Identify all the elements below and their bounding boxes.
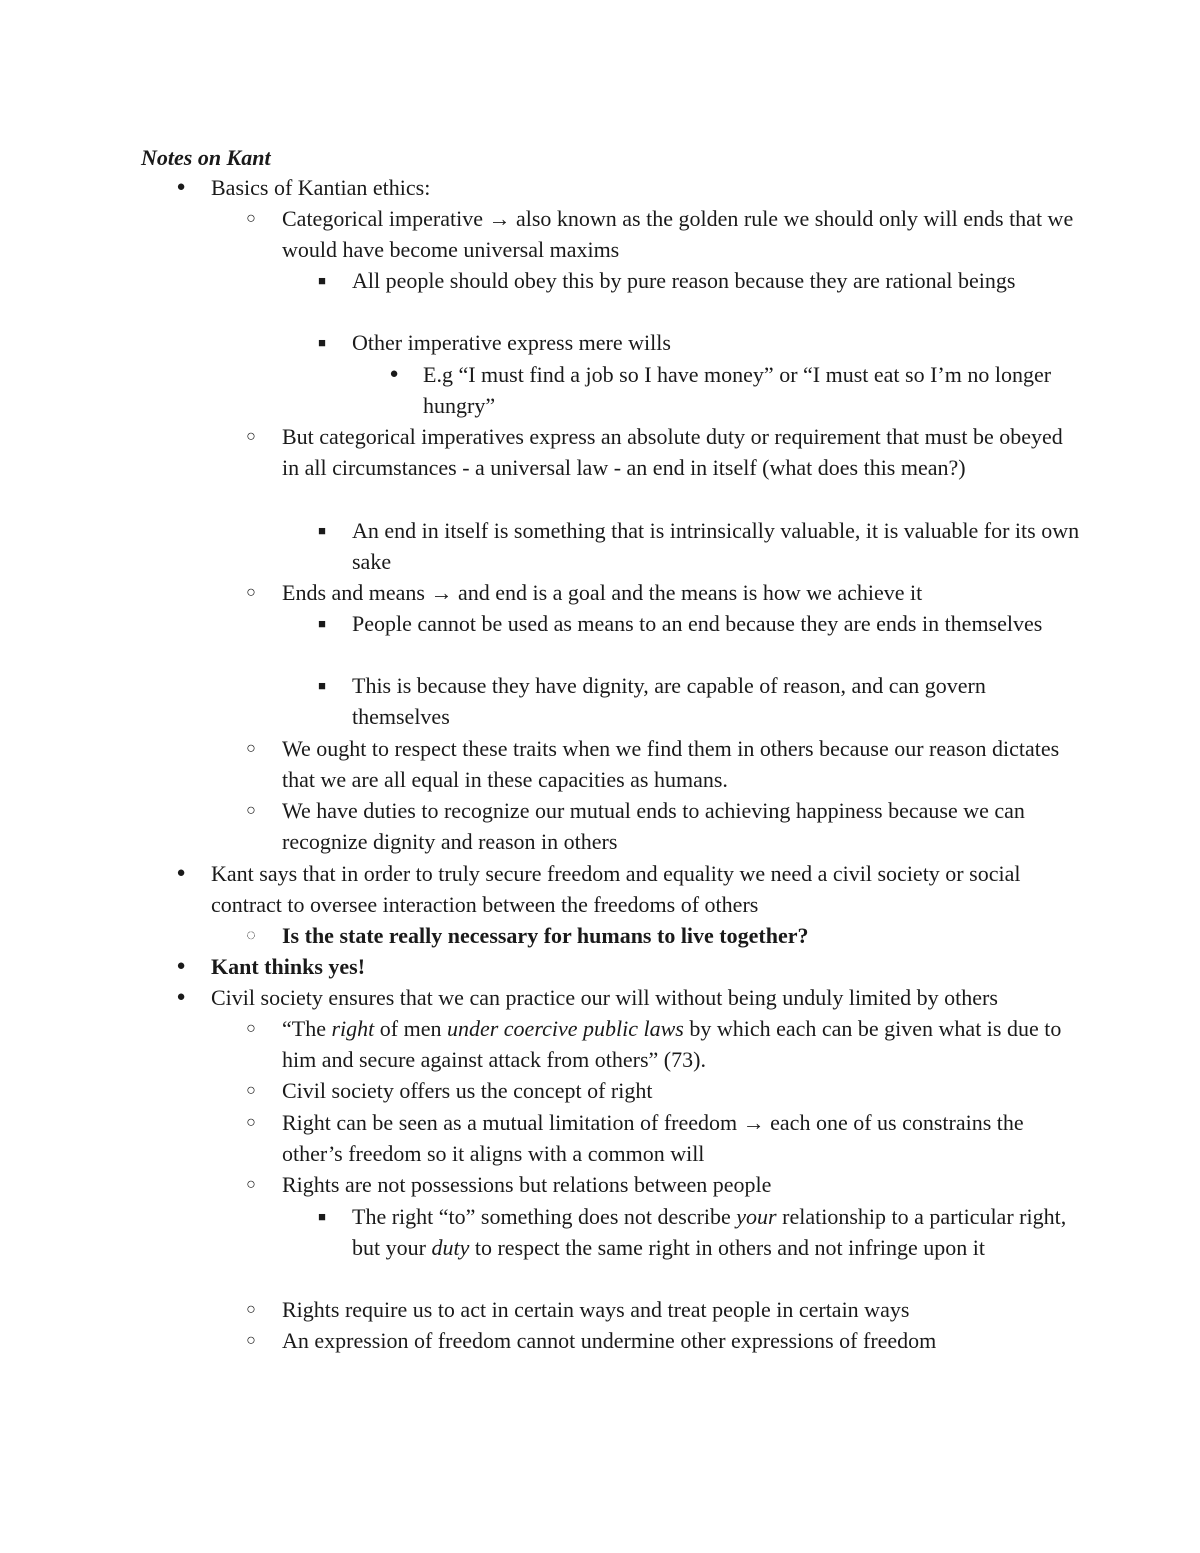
disc-bullet-icon: ●	[176, 958, 186, 974]
bullet-text: Basics of Kantian ethics:	[211, 175, 431, 200]
text-run: “The	[282, 1016, 332, 1041]
bullet-text: People cannot be used as means to an end because they are ends in themselves	[352, 611, 1043, 636]
bullet-item-level-2	[246, 1294, 1082, 1325]
bullet-item-level-2	[246, 203, 1082, 265]
bullet-text: Civil society offers us the concept of right	[282, 1078, 653, 1103]
bullet-item-level-2	[246, 733, 1082, 795]
bullet-item-level-2	[246, 1107, 1082, 1169]
bullet-text: E.g “I must find a job so I have money” or “I must eat so I’m no longer hungry”	[423, 362, 1052, 419]
bullet-item-level-2	[246, 1169, 1082, 1200]
bullet-item-level-2	[246, 1325, 1082, 1356]
dotted-bullet-icon: ◌	[246, 927, 256, 944]
circle-bullet-icon: ○	[246, 1176, 256, 1193]
bullet-text: Other imperative express mere wills	[352, 330, 671, 355]
bullet-item-level-3	[318, 670, 1082, 732]
circle-bullet-icon: ○	[246, 802, 256, 819]
text-run: by which each can be given what is due to him and secure against attack from others” (73).	[282, 1016, 1062, 1073]
disc-bullet-icon: ●	[389, 366, 399, 382]
bullet-text: But categorical imperatives express an absolute duty or requirement that must be obeyed in all circumstances - a universal law - an end in itself (what does this mean?)	[282, 424, 1063, 481]
text-run: The right “to” something does not describe	[352, 1204, 737, 1229]
bullet-text: An expression of freedom cannot undermine other expressions of freedom	[282, 1328, 937, 1353]
bullet-text	[282, 1013, 1082, 1075]
emphasis-text: right	[331, 1016, 375, 1041]
emphasis-text: your	[736, 1204, 777, 1229]
disc-bullet-icon: ●	[176, 865, 186, 881]
page-title: Notes on Kant	[141, 145, 271, 170]
bullet-text: Categorical imperative → also known as the golden rule we should only will ends that we would have become universal maxims	[282, 206, 1074, 263]
square-bullet-icon: ■	[318, 1209, 326, 1224]
bullet-text: An end in itself is something that is intrinsically valuable, it is valuable for its own sake	[352, 518, 1080, 575]
bullet-item-level-3	[318, 265, 1082, 296]
bullet-text: Rights are not possessions but relations between people	[282, 1172, 772, 1197]
circle-bullet-icon: ○	[246, 428, 256, 445]
emphasis-text: under coercive public laws	[446, 1016, 684, 1041]
bullet-item-level-1	[176, 982, 1081, 1013]
bullet-text: We ought to respect these traits when we find them in others because our reason dictates that we are all equal in these capacities as humans.	[282, 736, 1060, 793]
bullet-item-level-2	[246, 421, 1082, 483]
disc-bullet-icon: ●	[176, 989, 186, 1005]
bullet-item-level-3	[318, 515, 1082, 577]
circle-bullet-icon: ○	[246, 1301, 256, 1318]
circle-bullet-icon: ○	[246, 1082, 256, 1099]
circle-bullet-icon: ○	[246, 740, 256, 757]
bullet-text: This is because they have dignity, are capable of reason, and can govern themselves	[352, 673, 986, 730]
bullet-text: Ends and means → and end is a goal and the means is how we achieve it	[282, 580, 923, 605]
square-bullet-icon: ■	[318, 523, 326, 538]
bullet-text: Is the state really necessary for humans to live together?	[282, 923, 809, 948]
bullet-text: Kant thinks yes!	[211, 954, 366, 979]
square-bullet-icon: ■	[318, 273, 326, 288]
circle-bullet-icon: ○	[246, 1114, 256, 1131]
bullet-item-level-3	[318, 327, 1082, 358]
bullet-text	[352, 1201, 1082, 1263]
circle-bullet-icon: ○	[246, 1332, 256, 1349]
bullet-text: All people should obey this by pure reason because they are rational beings	[352, 268, 1016, 293]
bullet-item-level-2	[246, 795, 1082, 857]
bullet-item-level-2	[246, 577, 1082, 608]
square-bullet-icon: ■	[318, 335, 326, 350]
bullet-item-level-3	[318, 608, 1082, 639]
bullet-item-level-3	[318, 1201, 1082, 1263]
square-bullet-icon: ■	[318, 678, 326, 693]
bullet-text: Kant says that in order to truly secure freedom and equality we need a civil society or social contract to oversee interaction between the freedoms of others	[211, 861, 1021, 918]
circle-bullet-icon: ○	[246, 1020, 256, 1037]
bullet-item-level-1	[176, 172, 1081, 203]
circle-bullet-icon: ○	[246, 584, 256, 601]
circle-bullet-icon: ○	[246, 210, 256, 227]
bullet-item-level-2	[246, 1013, 1082, 1075]
bullet-item-level-2	[246, 920, 1082, 951]
bullet-text: Civil society ensures that we can practice our will without being unduly limited by others	[211, 985, 998, 1010]
bullet-item-level-1	[176, 951, 1081, 982]
bullet-item-level-1	[176, 858, 1081, 920]
square-bullet-icon: ■	[318, 616, 326, 631]
bullet-item-level-2	[246, 1075, 1082, 1106]
bullet-text: We have duties to recognize our mutual ends to achieving happiness because we can recognize dignity and reason in others	[282, 798, 1025, 855]
bullet-text: Right can be seen as a mutual limitation of freedom → each one of us constrains the other’s freedom so it aligns with a common will	[282, 1110, 1024, 1167]
emphasis-text: duty	[431, 1235, 470, 1261]
bullet-item-level-4	[389, 359, 1083, 421]
text-run: of men	[374, 1016, 447, 1041]
text-run: relationship to a particular right, but your	[352, 1204, 1067, 1261]
bullet-text: Rights require us to act in certain ways and treat people in certain ways	[282, 1297, 910, 1322]
disc-bullet-icon: ●	[176, 179, 186, 195]
text-run: to respect the same right in others and not infringe upon it	[469, 1235, 986, 1261]
